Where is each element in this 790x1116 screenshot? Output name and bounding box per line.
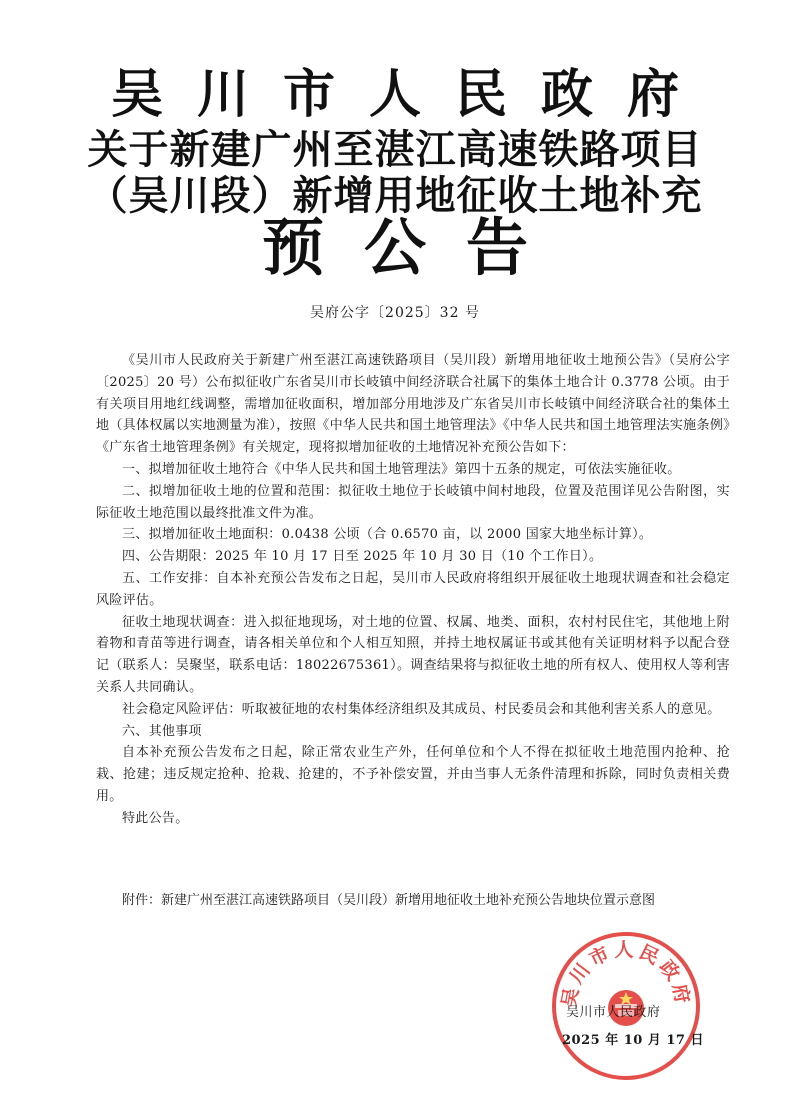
- clause-6-heading: 六、其他事项: [122, 723, 202, 739]
- clause-2: 二、拟增加征收土地的位置和范围：拟征收土地位于长岐镇中间村地段，位置及范围详见公告附图，实际征收土地范围以最终批准文件为准。: [96, 483, 730, 521]
- notice-title-line-1: 关于新建广州至湛江高速铁路项目: [87, 126, 703, 173]
- notice-type-title: 预公告: [261, 211, 568, 284]
- clause-5-survey: 征收土地现状调查：进入拟征地现场，对土地的位置、权属、地类、面积，农村村民住宅，其他地上附着物和青苗等进行调查，请各相关单位和个人相互知照，并持土地权属证书或其他有关证明材料予以配合登记（联系人：吴聚坚，联系电话：18022675361）。调查结果将与拟征收土地的所有权人、使用权人等利害关系人共同确认。: [96, 614, 730, 695]
- notice-title-line-2: （吴川段）新增用地征收土地补充: [87, 172, 703, 219]
- issuer-title: 吴川市人民政府: [110, 64, 713, 125]
- signature-organization: 吴川市人民政府: [566, 1005, 661, 1020]
- clause-3: 三、拟增加征收土地面积：0.0438 公顷（合 0.6570 亩，以 2000 国家大地坐标计算）。: [122, 527, 653, 543]
- attachment-note: 附件：新建广州至湛江高速铁路项目（吴川段）新增用地征收土地补充预公告地块位置示意图: [122, 893, 656, 908]
- intro-paragraph: 《吴川市人民政府关于新建广州至湛江高速铁路项目（吴川段）新增用地征收土地预公告》（吴府公字〔2025〕20 号）公布拟征收广东省吴川市长岐镇中间经济联合社属下的集体土地合计 0.3778 公顷。由于有关项目用地红线调整，需增加征收面积，增加部分用地涉及广东省吴川市长岐镇中间经济联合社的集体土地（具体权属以实地测量为准），按照《中华人民共和国土地管理法》《中华人民共和国土地管理法实施条例》《广东省土地管理条例》有关规定，现将拟增加征收的土地情况补充预公告如下：: [96, 353, 730, 456]
- closing-line: 特此公告。: [122, 810, 189, 826]
- clause-4: 四、公告期限：2025 年 10 月 17 日至 2025 年 10 月 30 日（10 个工作日）。: [122, 549, 603, 565]
- signature-date: 2025 年 10 月 17 日: [562, 1033, 704, 1048]
- clause-6-body: 自本补充预公告发布之日起，除正常农业生产外，任何单位和个人不得在拟征收土地范围内抢种、抢栽、抢建；违反规定抢种、抢栽、抢建的，不予补偿安置，并由当事人无条件清理和拆除，同时负责相关费用。: [96, 745, 730, 804]
- seal-text: 吴川市人民政府: [558, 939, 694, 1009]
- notice-body: [96, 350, 730, 830]
- clause-5-risk: 社会稳定风险评估：听取被征地的农村集体经济组织及其成员、村民委员会和其他利害关系人的意见。: [122, 701, 721, 717]
- clause-1: 一、拟增加征收土地符合《中华人民共和国土地管理法》第四十五条的规定，可依法实施征收。: [122, 461, 681, 477]
- document-number: 吴府公字〔2025〕32 号: [310, 305, 480, 321]
- clause-5: 五、工作安排：自本补充预公告发布之日起，吴川市人民政府将组织开展征收土地现状调查和社会稳定风险评估。: [96, 570, 730, 608]
